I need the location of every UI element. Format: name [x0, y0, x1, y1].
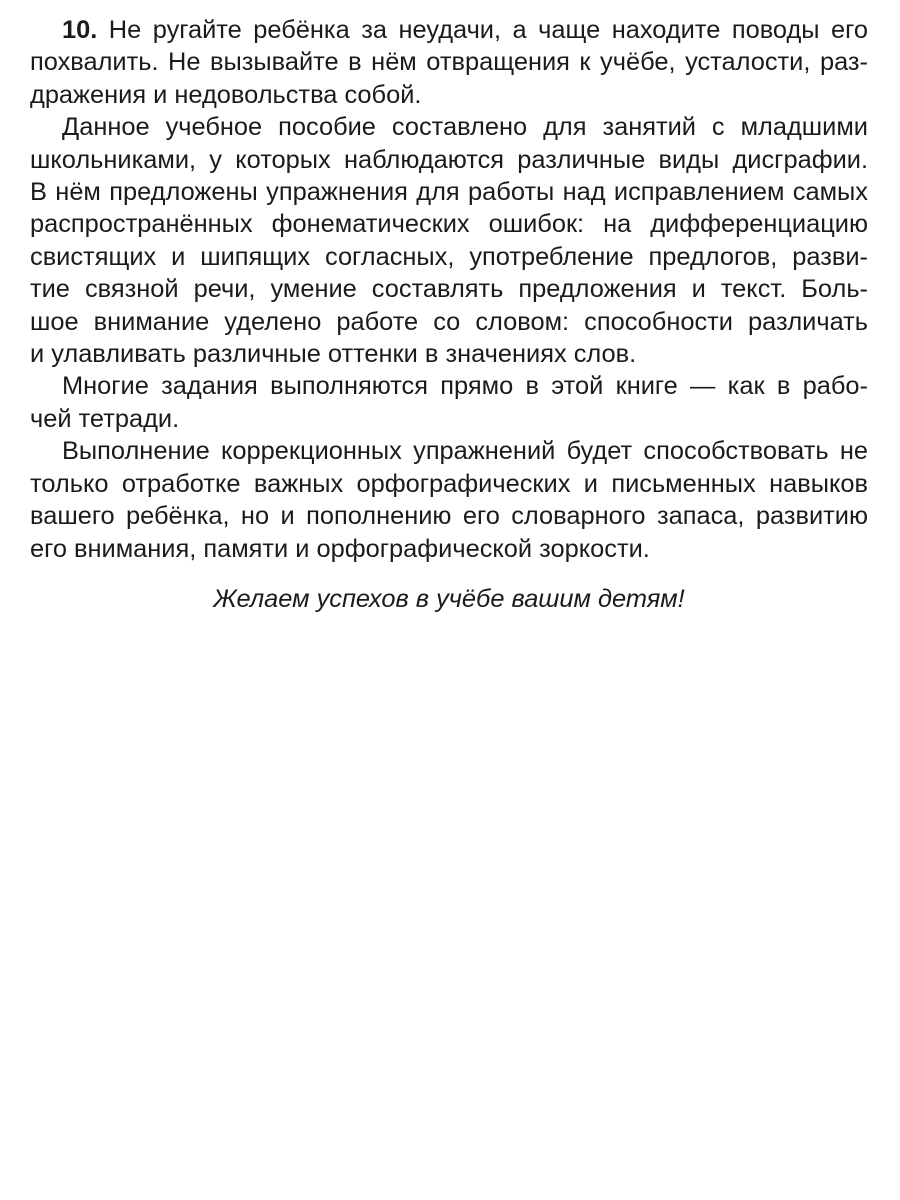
item-10-line-2: похвалить. Не вызывайте в нём отвращения к учёбе, усталости, раз-	[30, 48, 868, 77]
paragraph-item-10	[30, 14, 868, 111]
exercises-line-4: его внимания, памяти и орфографической зоркости.	[30, 534, 650, 563]
exercises-line-1: Выполнение коррекционных упражнений будет способствовать не	[62, 437, 868, 466]
exercises-line-2: только отработке важных орфографических и письменных навыков	[30, 469, 868, 498]
page-body	[30, 14, 868, 615]
item-number: 10.	[62, 16, 98, 44]
paragraph-workbook	[30, 370, 868, 435]
about-line-6: тие связной речи, умение составлять предложения и текст. Боль-	[30, 275, 868, 304]
paragraph-about-book	[30, 111, 868, 370]
item-10-line-1: Не ругайте ребёнка за неудачи, а чаще находите поводы его	[97, 16, 868, 44]
about-line-8: и улавливать различные оттенки в значениях слов.	[30, 340, 637, 369]
about-line-4: распространённых фонематических ошибок: на дифференциацию	[30, 210, 868, 239]
text-line	[30, 14, 868, 46]
about-line-5: свистящих и шипящих согласных, употребление предлогов, разви-	[30, 242, 868, 271]
closing-wish: Желаем успехов в учёбе вашим детям!	[213, 584, 685, 613]
workbook-line-2: чей тетради.	[30, 404, 180, 433]
item-10-line-3: дражения и недовольства собой.	[30, 80, 422, 109]
about-line-7: шое внимание уделено работе со словом: способности различать	[30, 307, 868, 336]
about-line-2: школьниками, у которых наблюдаются различные виды дисграфии.	[30, 145, 868, 174]
workbook-line-1: Многие задания выполняются прямо в этой книге — как в рабо-	[62, 372, 868, 401]
about-line-1: Данное учебное пособие составлено для занятий с младшими	[62, 113, 868, 142]
about-line-3: В нём предложены упражнения для работы над исправлением самых	[30, 178, 868, 207]
paragraph-exercises	[30, 435, 868, 565]
exercises-line-3: вашего ребёнка, но и пополнению его словарного запаса, развитию	[30, 502, 868, 531]
